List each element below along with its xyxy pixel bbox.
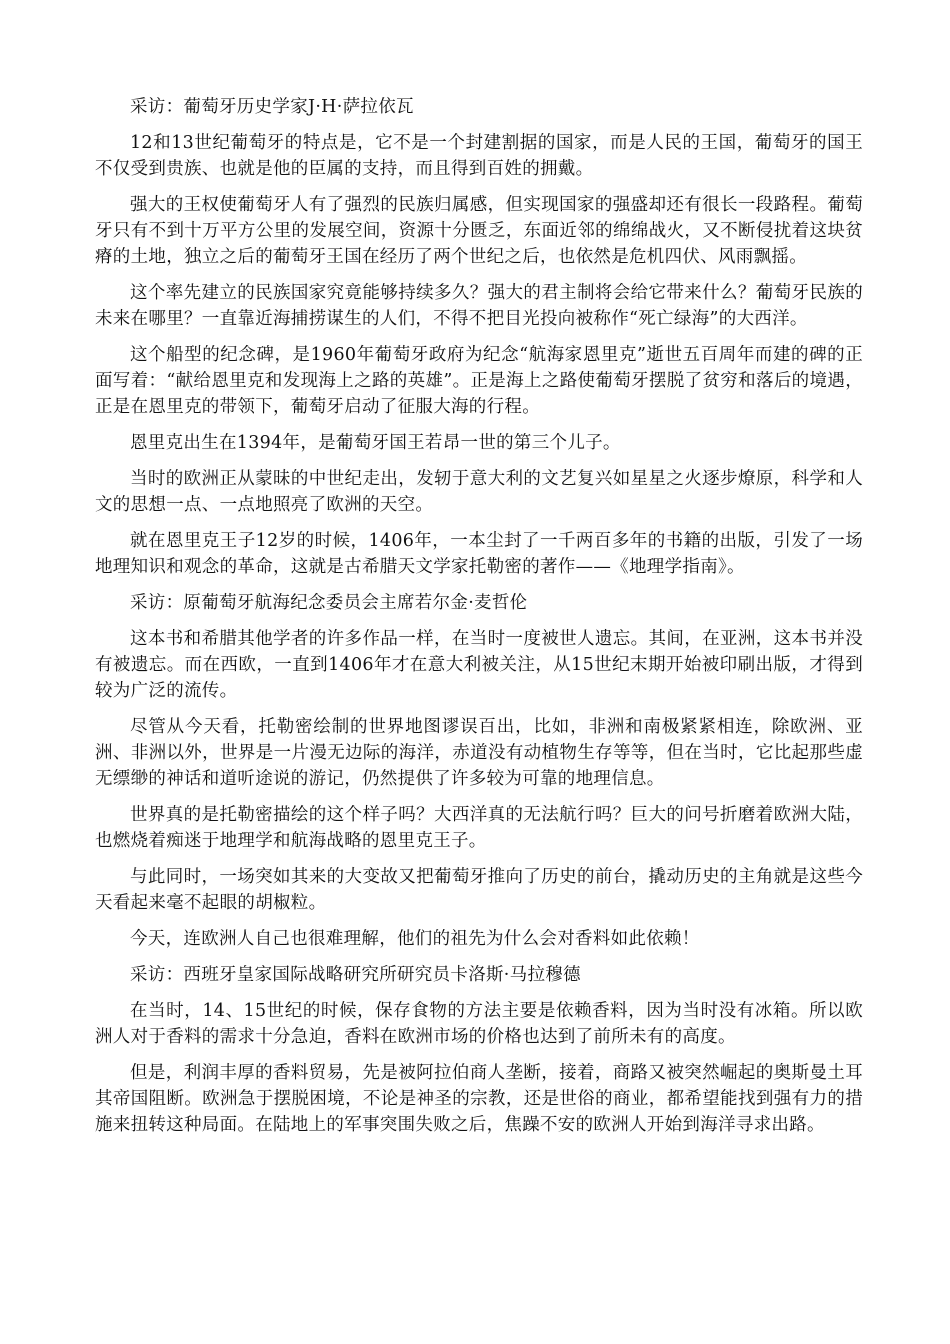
body-paragraph: 这个率先建立的民族国家究竟能够持续多久？强大的君主制将会给它带来什么？葡萄牙民族的未来在哪里？一直靠近海捕捞谋生的人们，不得不把目光投向被称作“死亡绿海”的大西洋。 (95, 283, 863, 329)
body-paragraph: 就在恩里克王子12岁的时候，1406年，一本尘封了一千两百多年的书籍的出版，引发了一场地理知识和观念的革命，这就是古希腊天文学家托勒密的著作——《地理学指南》。 (95, 531, 863, 577)
body-paragraph: 但是，利润丰厚的香料贸易，先是被阿拉伯商人垄断，接着，商路又被突然崛起的奥斯曼土耳其帝国阻断。欧洲急于摆脱困境，不论是神圣的宗教，还是世俗的商业，都希望能找到强有力的措施来扭转这种局面。在陆地上的军事突围失败之后，焦躁不安的欧洲人开始到海洋寻求出路。 (95, 1063, 863, 1135)
interview-caption: 采访：原葡萄牙航海纪念委员会主席若尔金·麦哲伦 (130, 593, 528, 613)
interview-caption: 采访：葡萄牙历史学家J·H·萨拉依瓦 (130, 97, 414, 117)
interview-caption: 采访：西班牙皇家国际战略研究所研究员卡洛斯·马拉穆德 (130, 965, 581, 985)
body-paragraph: 恩里克出生在1394年，是葡萄牙国王若昂一世的第三个儿子。 (130, 433, 621, 453)
body-paragraph: 与此同时，一场突如其来的大变故又把葡萄牙推向了历史的前台，撬动历史的主角就是这些今天看起来毫不起眼的胡椒粒。 (95, 867, 863, 913)
body-paragraph: 在当时，14、15世纪的时候，保存食物的方法主要是依赖香料，因为当时没有冰箱。所以欧洲人对于香料的需求十分急迫，香料在欧洲市场的价格也达到了前所未有的高度。 (95, 1001, 863, 1047)
document-body (95, 94, 863, 1148)
body-paragraph: 尽管从今天看，托勒密绘制的世界地图谬误百出，比如，非洲和南极紧紧相连，除欧洲、亚洲、非洲以外，世界是一片漫无边际的海洋，赤道没有动植物生存等等，但在当时，它比起那些虚无缥缈的神话和道听途说的游记，仍然提供了许多较为可靠的地理信息。 (95, 717, 863, 789)
body-paragraph: 当时的欧洲正从蒙昧的中世纪走出，发轫于意大利的文艺复兴如星星之火逐步燎原，科学和人文的思想一点、一点地照亮了欧洲的天空。 (95, 469, 863, 515)
body-paragraph: 今天，连欧洲人自己也很难理解，他们的祖先为什么会对香料如此依赖！ (130, 929, 700, 949)
body-paragraph: 这个船型的纪念碑，是1960年葡萄牙政府为纪念“航海家恩里克”逝世五百周年而建的碑的正面写着：“献给恩里克和发现海上之路的英雄”。正是海上之路使葡萄牙摆脱了贫穷和落后的境遇，正是在恩里克的带领下，葡萄牙启动了征服大海的行程。 (95, 345, 863, 417)
body-paragraph: 12和13世纪葡萄牙的特点是，它不是一个封建割据的国家，而是人民的王国，葡萄牙的国王不仅受到贵族、也就是他的臣属的支持，而且得到百姓的拥戴。 (95, 133, 863, 179)
body-paragraph: 这本书和希腊其他学者的许多作品一样，在当时一度被世人遗忘。其间，在亚洲，这本书并没有被遗忘。而在西欧，一直到1406年才在意大利被关注，从15世纪末期开始被印刷出版，才得到较为广泛的流传。 (95, 629, 863, 701)
body-paragraph: 强大的王权使葡萄牙人有了强烈的民族归属感，但实现国家的强盛却还有很长一段路程。葡萄牙只有不到十万平方公里的发展空间，资源十分匮乏，东面近邻的绵绵战火，又不断侵扰着这块贫瘠的土地，独立之后的葡萄牙王国在经历了两个世纪之后，也依然是危机四伏、风雨飘摇。 (95, 195, 863, 267)
body-paragraph: 世界真的是托勒密描绘的这个样子吗？大西洋真的无法航行吗？巨大的问号折磨着欧洲大陆，也燃烧着痴迷于地理学和航海战略的恩里克王子。 (95, 805, 863, 851)
